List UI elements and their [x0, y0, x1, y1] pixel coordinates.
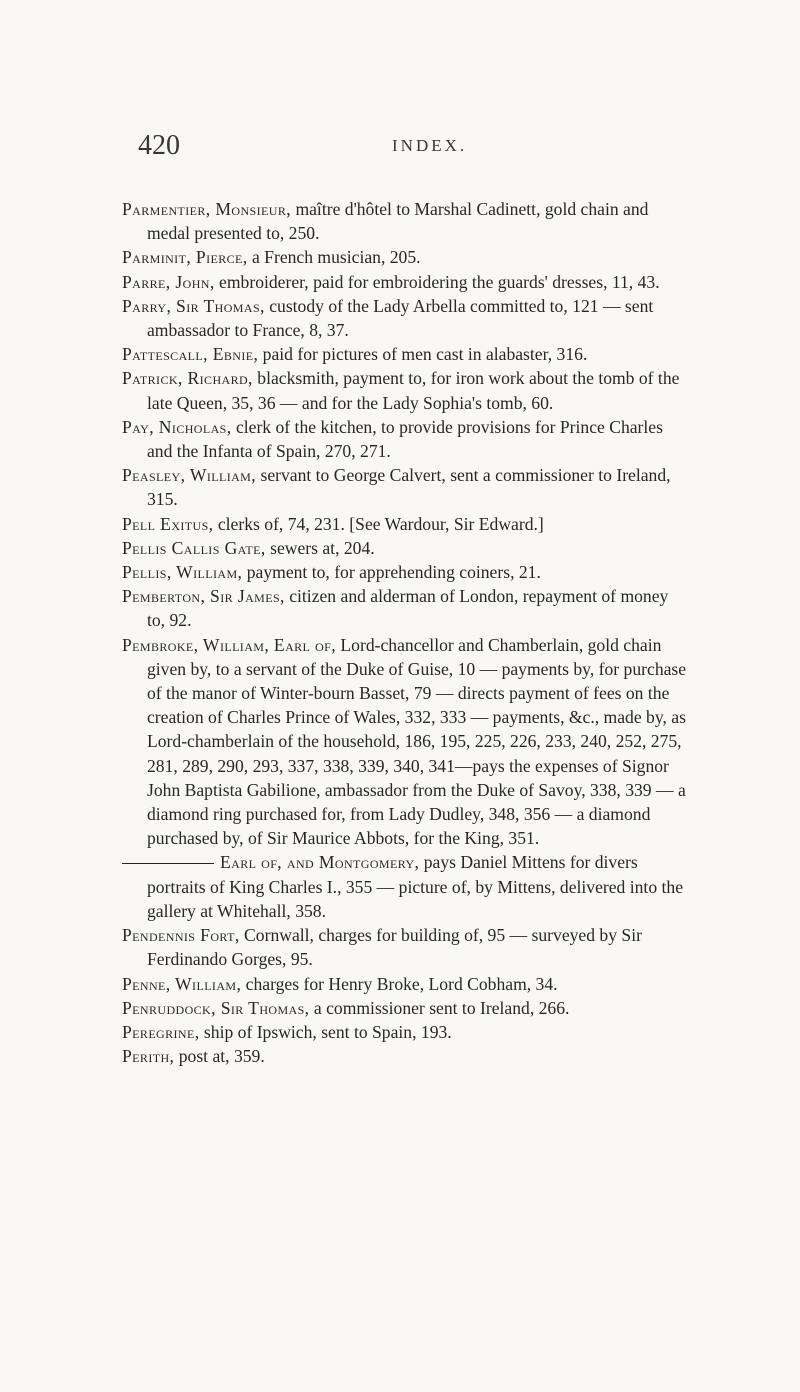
entry-text: blacksmith, payment to, for iron work about the tomb of the late Queen, 35, 36 — and for the Lady Sophia's tomb, 60.	[147, 368, 680, 413]
entry-heading: Pellis Callis Gate,	[122, 537, 266, 558]
entry-heading: Pellis, William,	[122, 562, 243, 583]
entry-heading: Pembroke, William, Earl of,	[122, 634, 337, 655]
entry-text: Lord-chancellor and Chamberlain, gold chain given by, to a servant of the Duke of Guise, 10 — payments by, for purchase of the manor of Winter-bourn Basset, 79 — directs payment of fees on the creation of Charles Prince of Wales, 332, 333 — payments, &c., made by, as Lord-chamberlain of the household, 186, 195, 225, 226, 233, 240, 252, 275, 281, 289, 290, 293, 337, 338, 339, 340, 341—pays the expenses of Signor John Baptista Gabilione, ambassador from the Duke of Savoy, 338, 339 — a diamond ring purchased for, from Lady Dudley, 348, 356 — a diamond purchased by, of Sir Maurice Abbots, for the King, 351.	[147, 634, 687, 849]
entry-text: servant to George Calvert, sent a commissioner to Ireland, 315.	[147, 465, 671, 510]
entry-heading: Patrick, Richard,	[122, 368, 253, 389]
entry-text: sewers at, 204.	[270, 537, 375, 558]
index-entry	[122, 512, 687, 536]
entry-heading: Pay, Nicholas,	[122, 416, 232, 437]
entry-heading: Parre, John,	[122, 271, 215, 292]
entry-heading: Perith,	[122, 1046, 175, 1067]
index-entry	[122, 923, 687, 971]
entry-text: post at, 359.	[178, 1046, 265, 1067]
index-entry	[122, 197, 687, 245]
index-entry	[122, 633, 687, 851]
page-number: 420	[138, 130, 180, 161]
index-entry	[122, 245, 687, 269]
index-entry	[122, 294, 687, 342]
entry-heading: Peregrine,	[122, 1021, 200, 1042]
index-entry	[122, 366, 687, 414]
index-entry	[122, 463, 687, 511]
entry-heading: Pell Exitus,	[122, 513, 214, 534]
running-head: INDEX.	[392, 136, 468, 155]
index-entry	[122, 972, 687, 996]
entry-heading: Pattescall, Ebnie,	[122, 344, 259, 365]
entry-text: embroiderer, paid for embroidering the guards' dresses, 11, 43.	[219, 271, 660, 292]
index-entry	[122, 584, 687, 632]
index-entry	[122, 536, 687, 560]
index-entry	[122, 1020, 687, 1044]
entry-heading: Pendennis Fort,	[122, 925, 240, 946]
index-entry	[122, 560, 687, 584]
entry-text: Cornwall, charges for building of, 95 — surveyed by Sir Ferdinando Gorges, 95.	[147, 925, 642, 970]
entry-text: clerk of the kitchen, to provide provisions for Prince Charles and the Infanta of Spain, 270, 271.	[147, 416, 663, 462]
entry-heading: Penruddock, Sir Thomas,	[122, 997, 310, 1018]
entry-heading: Pemberton, Sir James,	[122, 586, 285, 607]
entry-heading: Peasley, William,	[122, 465, 257, 486]
index-entries	[122, 197, 687, 1068]
index-entry	[122, 342, 687, 366]
index-entry	[122, 1044, 687, 1068]
entry-text: a commissioner sent to Ireland, 266.	[313, 997, 570, 1018]
entry-heading: Parminit, Pierce,	[122, 247, 248, 268]
entry-heading: Earl of, and Montgomery,	[220, 852, 420, 873]
entry-heading: Parry, Sir Thomas,	[122, 295, 265, 316]
entry-text: pays Daniel Mittens for divers portraits of King Charles I., 355 — picture of, by Mittens, delivered into the gallery at Whitehall, 358.	[147, 852, 684, 921]
page-header	[138, 130, 698, 170]
entry-text: charges for Henry Broke, Lord Cobham, 34.	[245, 973, 558, 994]
entry-text: clerks of, 74, 231. [See Wardour, Sir Edward.]	[217, 513, 544, 534]
entry-text: a French musician, 205.	[251, 247, 421, 268]
index-entry	[122, 415, 687, 463]
entry-heading: Parmentier, Monsieur,	[122, 199, 292, 219]
entry-heading: Penne, William,	[122, 973, 242, 994]
entry-text: ship of Ipswich, sent to Spain, 193.	[203, 1021, 452, 1042]
entry-text: citizen and alderman of London, repayment of money to, 92.	[147, 586, 669, 631]
index-entry-continuation	[122, 850, 687, 923]
entry-text: custody of the Lady Arbella committed to, 121 — sent ambassador to France, 8, 37.	[147, 295, 654, 341]
entry-text: paid for pictures of men cast in alabaster, 316.	[262, 344, 588, 365]
index-entry	[122, 270, 687, 294]
index-entry	[122, 996, 687, 1020]
entry-text: payment to, for apprehending coiners, 21.	[246, 562, 541, 583]
ditto-rule	[122, 863, 214, 864]
entry-text: maître d'hôtel to Marshal Cadinett, gold chain and medal presented to, 250.	[147, 199, 649, 244]
